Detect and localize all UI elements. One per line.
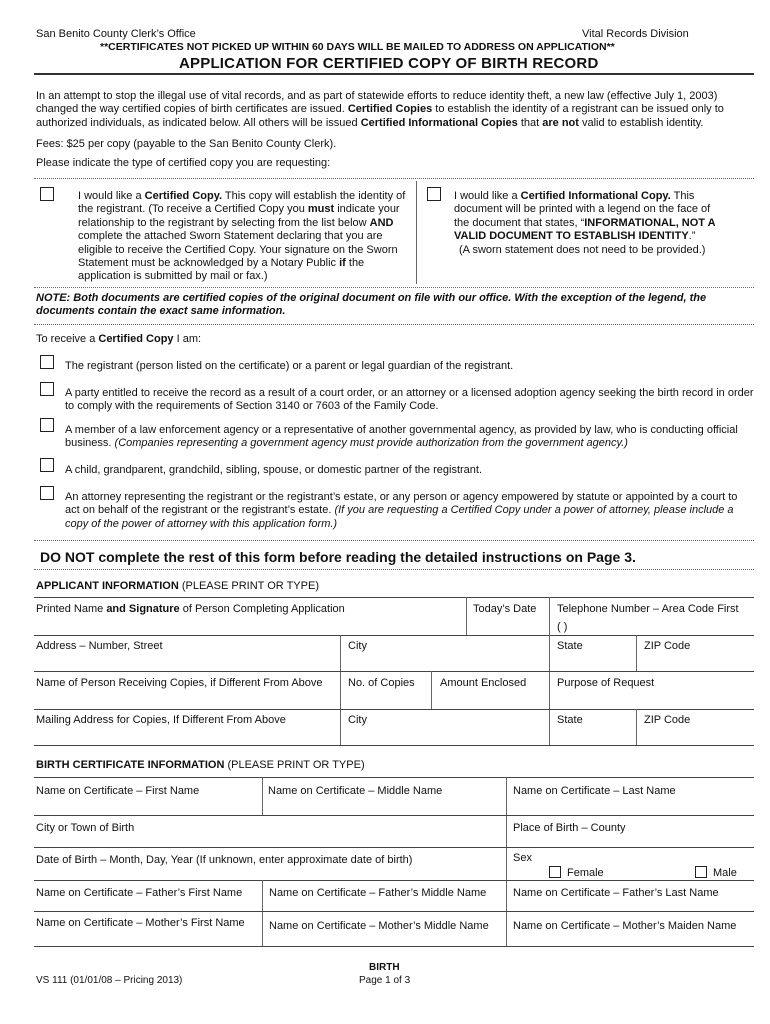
row-rule bbox=[34, 709, 754, 710]
cell-divider bbox=[340, 635, 341, 745]
certified-copy-option: I would like a Certified Copy. This copy will establish the identity of the registrant. (To receive a Certified Copy you must indicate your relationship to the registrant by selecting from the list below AND complete the attached Sworn Statement declaring that you are eligible to receive the Certified Copy. Your signature on the Sworn Statement must be acknowledged by a Notary Public if the application is submitted by mail or fax.) bbox=[78, 190, 406, 283]
eligibility-court-order: A party entitled to receive the record as a result of a court order, or an attorney or a licensed adoption agency seeking the birth record in order to comply with the requirements of Section 3140 or 7603 of the Family Code. bbox=[65, 387, 754, 413]
record-type: BIRTH bbox=[369, 962, 400, 973]
row-rule bbox=[34, 777, 754, 778]
cell-divider bbox=[549, 635, 550, 745]
row-rule bbox=[34, 911, 754, 912]
page-number: Page 1 of 3 bbox=[359, 975, 411, 986]
cell-divider bbox=[262, 777, 263, 815]
male-checkbox[interactable] bbox=[695, 866, 707, 878]
row-rule bbox=[34, 597, 754, 598]
last-name-label: Name on Certificate – Last Name bbox=[513, 785, 676, 797]
telephone-area-code: ( ) bbox=[557, 621, 568, 633]
certified-copy-checkbox[interactable] bbox=[40, 187, 54, 201]
county-of-birth-label: Place of Birth – County bbox=[513, 822, 626, 834]
office-name: San Benito County Clerk’s Office bbox=[36, 28, 196, 40]
cell-divider bbox=[431, 671, 432, 709]
row-rule bbox=[34, 671, 754, 672]
intro-paragraph: In an attempt to stop the illegal use of vital records, and as part of statewide efforts to reduce identity theft, a new law (effective July 1, 2003) changed the way certified copies of birth certificates are issued. Certified Copies to establish the identity of a registrant can be issued only to authorized individuals, as indicated below. All others will be issued Certified Informational Copies that are not valid to establish identity. bbox=[36, 90, 724, 129]
divider bbox=[34, 287, 754, 288]
first-name-label: Name on Certificate – First Name bbox=[36, 785, 200, 797]
divider bbox=[34, 324, 754, 325]
mailing-address-label: Mailing Address for Copies, If Different From Above bbox=[36, 714, 286, 726]
row-rule bbox=[34, 815, 754, 816]
note-text: NOTE: Both documents are certified copies of the original document on file with our office. With the exception of the legend, the documents contain the exact same information. bbox=[36, 292, 707, 318]
eligibility-relative: A child, grandparent, grandchild, sibling, spouse, or domestic partner of the registrant. bbox=[65, 464, 483, 476]
copy-type-prompt: Please indicate the type of certified copy you are requesting: bbox=[36, 157, 331, 169]
cell-divider bbox=[636, 709, 637, 745]
title-rule bbox=[34, 73, 754, 75]
eligibility-law-enforcement: A member of a law enforcement agency or a representative of another governmental agency, as provided by law, who is conducting official business. (Companies representing a government agency must provide authorization from the government agency.) bbox=[65, 424, 738, 450]
father-middle-name-label: Name on Certificate – Father’s Middle Name bbox=[269, 887, 487, 899]
row-rule bbox=[34, 880, 754, 881]
city-label: City bbox=[348, 640, 367, 652]
mother-middle-name-label: Name on Certificate – Mother’s Middle Name bbox=[269, 920, 489, 932]
divider bbox=[34, 569, 754, 570]
mother-first-name-label: Name on Certificate – Mother’s First Name bbox=[36, 917, 245, 929]
sex-label: Sex bbox=[513, 852, 532, 864]
mother-maiden-name-label: Name on Certificate – Mother’s Maiden Name bbox=[513, 920, 737, 932]
eligibility-checkbox-court-order[interactable] bbox=[40, 382, 54, 396]
zip-label: ZIP Code bbox=[644, 640, 691, 652]
eligibility-checkbox-law-enforcement[interactable] bbox=[40, 418, 54, 432]
amount-enclosed-label: Amount Enclosed bbox=[440, 677, 527, 689]
receiver-name-label: Name of Person Receiving Copies, if Different From Above bbox=[36, 677, 323, 689]
male-label: Male bbox=[713, 867, 737, 879]
do-not-complete-warning: DO NOT complete the rest of this form before reading the detailed instructions on Page 3. bbox=[40, 549, 636, 565]
receive-prompt: To receive a Certified Copy I am: bbox=[36, 333, 202, 345]
divider bbox=[34, 540, 754, 541]
middle-name-label: Name on Certificate – Middle Name bbox=[268, 785, 443, 797]
female-label: Female bbox=[567, 867, 604, 879]
city-of-birth-label: City or Town of Birth bbox=[36, 822, 135, 834]
eligibility-checkbox-attorney[interactable] bbox=[40, 486, 54, 500]
row-rule bbox=[34, 946, 754, 947]
option-divider bbox=[416, 181, 417, 284]
state-label: State bbox=[557, 640, 583, 652]
applicant-heading: APPLICANT INFORMATION (PLEASE PRINT OR TYPE) bbox=[36, 580, 319, 592]
row-rule bbox=[34, 635, 754, 636]
birth-heading: BIRTH CERTIFICATE INFORMATION (PLEASE PRINT OR TYPE) bbox=[36, 759, 365, 771]
cell-divider bbox=[466, 597, 467, 635]
form-id: VS 111 (01/01/08 – Pricing 2013) bbox=[36, 975, 183, 986]
printed-name-label: Printed Name and Signature of Person Completing Application bbox=[36, 603, 345, 615]
mailing-city-label: City bbox=[348, 714, 367, 726]
mailing-state-label: State bbox=[557, 714, 583, 726]
eligibility-checkbox-registrant[interactable] bbox=[40, 355, 54, 369]
cell-divider bbox=[549, 597, 550, 635]
address-label: Address – Number, Street bbox=[36, 640, 163, 652]
fees-text: Fees: $25 per copy (payable to the San Benito County Clerk). bbox=[36, 138, 337, 150]
eligibility-attorney: An attorney representing the registrant or the registrant’s estate, or any person or agency empowered by statute or appointed by a court to act on behalf of the registrant or the registrant’s estate. (If you are requesting a Certified Copy under a power of attorney, please include a copy of the power of attorney with this application form.) bbox=[65, 491, 738, 530]
informational-copy-checkbox[interactable] bbox=[427, 187, 441, 201]
divider bbox=[34, 178, 754, 179]
todays-date-label: Today’s Date bbox=[473, 603, 537, 615]
row-rule bbox=[34, 745, 754, 746]
eligibility-checkbox-relative[interactable] bbox=[40, 458, 54, 472]
informational-copy-option: I would like a Certified Informational Copy. This document will be printed with a legend on the face of the document that states, “INFORMATIONAL, NOT A VALID DOCUMENT TO ESTABLISH IDENTITY.” (A sworn statement does not need to be provided.) bbox=[454, 190, 716, 256]
cell-divider bbox=[262, 880, 263, 946]
father-first-name-label: Name on Certificate – Father’s First Name bbox=[36, 887, 243, 899]
eligibility-registrant: The registrant (person listed on the certificate) or a parent or legal guardian of the registrant. bbox=[65, 360, 514, 372]
purpose-label: Purpose of Request bbox=[557, 677, 655, 689]
row-rule bbox=[34, 847, 754, 848]
date-of-birth-label: Date of Birth – Month, Day, Year (If unknown, enter approximate date of birth) bbox=[36, 854, 413, 866]
female-checkbox[interactable] bbox=[549, 866, 561, 878]
page-title: APPLICATION FOR CERTIFIED COPY OF BIRTH RECORD bbox=[179, 55, 599, 72]
father-last-name-label: Name on Certificate – Father’s Last Name bbox=[513, 887, 719, 899]
division-name: Vital Records Division bbox=[582, 28, 689, 40]
cell-divider bbox=[636, 635, 637, 671]
cell-divider bbox=[506, 777, 507, 946]
mailing-zip-label: ZIP Code bbox=[644, 714, 691, 726]
number-of-copies-label: No. of Copies bbox=[348, 677, 415, 689]
telephone-label: Telephone Number – Area Code First bbox=[557, 603, 739, 615]
pickup-notice: **CERTIFICATES NOT PICKED UP WITHIN 60 DAYS WILL BE MAILED TO ADDRESS ON APPLICATION** bbox=[100, 41, 615, 53]
